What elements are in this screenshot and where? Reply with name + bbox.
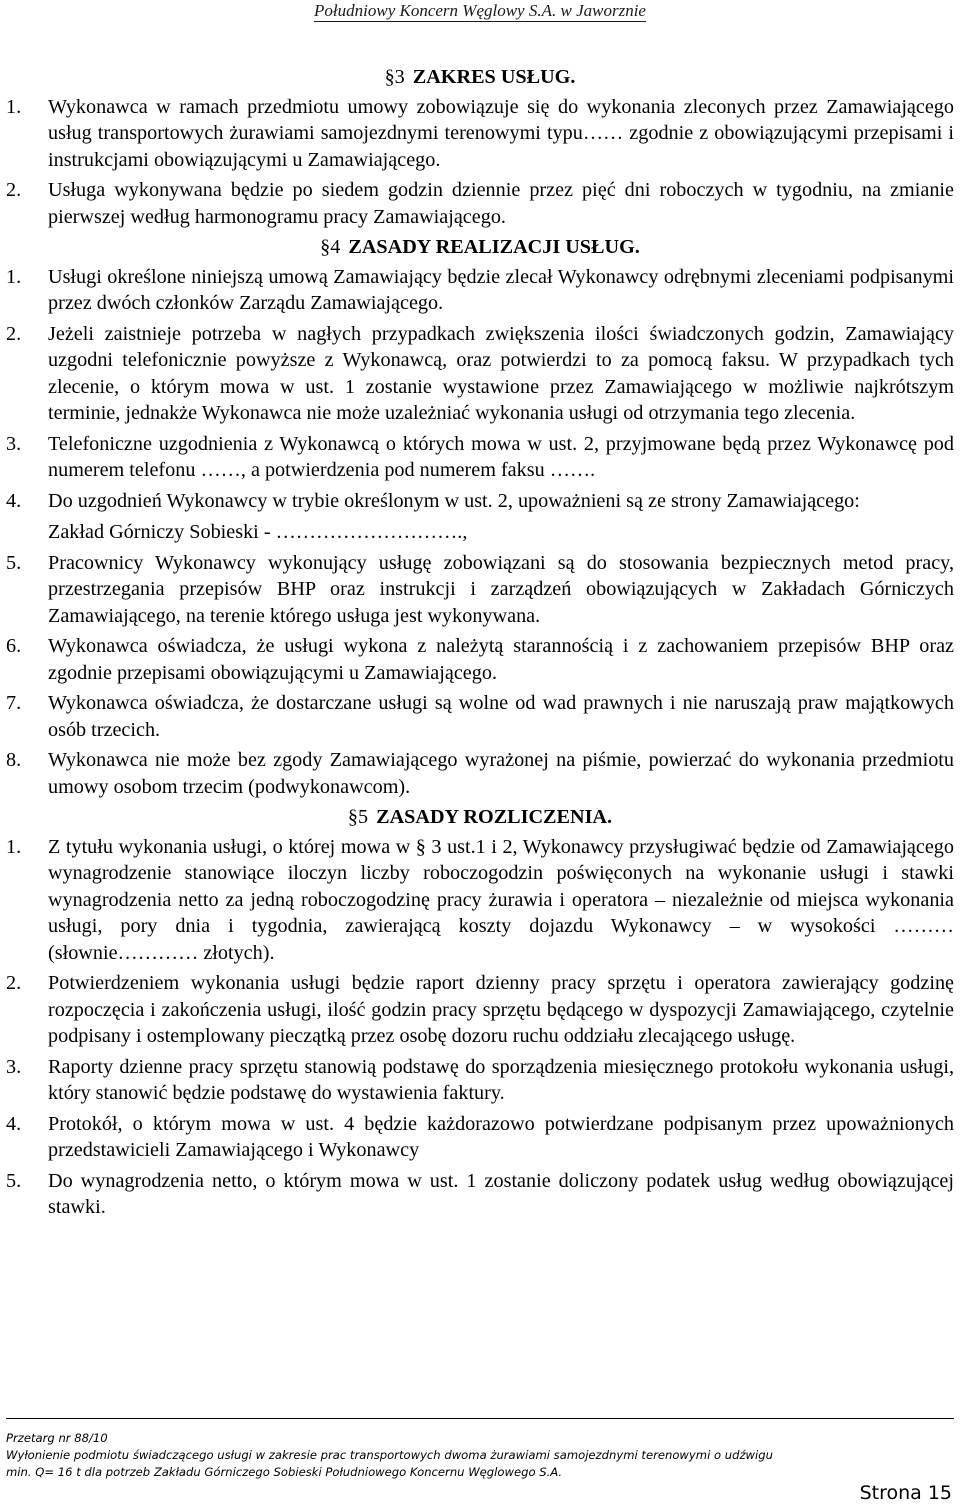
item-text: Do wynagrodzenia netto, o którym mowa w ust. 1 zostanie doliczony podatek usług według obowiązującej stawki. bbox=[48, 1169, 954, 1218]
item-number: 2. bbox=[6, 179, 22, 201]
section-3 bbox=[6, 64, 954, 230]
section-title bbox=[6, 234, 954, 261]
item-text: Usługi określone niniejszą umową Zamawiający będzie zlecał Wykonawcy odrębnymi zleceniami podpisanymi przez dwóch członków Zarządu Zamawiającego. bbox=[48, 265, 954, 314]
list-item bbox=[6, 488, 954, 515]
list-item bbox=[6, 550, 954, 630]
item-text: Wykonawca w ramach przedmiotu umowy zobowiązuje się do wykonania zleconych przez Zamawiającego usług transportowych żurawiami samojezdnymi terenowymi typu…… zgodnie z obowiązującymi przepisami i instrukcjami obowiązującymi u Zamawiającego. bbox=[48, 95, 954, 171]
section-number: §5 bbox=[347, 806, 369, 828]
section-heading: ZASADY ROZLICZENIA. bbox=[376, 806, 613, 828]
footer-description-cont: min. Q= 16 t dla potrzeb Zakładu Górniczego Sobieski Południowego Koncernu Węglowego S.A. bbox=[6, 1465, 563, 1479]
item-text: Telefoniczne uzgodnienia z Wykonawcą o których mowa w ust. 2, przyjmowane będą przez Wykonawcę pod numerem telefonu ……, a potwierdzenia pod numerem faksu ……. bbox=[48, 432, 954, 481]
footer-divider bbox=[6, 1418, 954, 1419]
page-header bbox=[0, 1, 960, 21]
section-4 bbox=[6, 234, 954, 800]
item-text: Protokół, o którym mowa w ust. 4 będzie każdorazowo potwierdzane podpisanym przez upoważnionych przedstawicieli Zamawiającego i Wykonawcy bbox=[48, 1112, 954, 1161]
section-heading: ZAKRES USŁUG. bbox=[412, 66, 576, 88]
list-item bbox=[6, 970, 954, 1050]
list-item bbox=[6, 1054, 954, 1107]
item-text: Jeżeli zaistnieje potrzeba w nagłych przypadkach zwiększenia ilości świadczonych godzin, Zamawiający uzgodni telefonicznie powyższe z Wykonawcą, oraz potwierdzi to za pomocą faksu. W przypadkach tych zlecenie, o którym mowa w ust. 1 zostanie wystawione przez Zamawiającego w możliwie najkrótszym terminie, jednakże Wykonawca nie może uzależniać wykonania usługi od otrzymania tego zlecenia. bbox=[48, 322, 954, 424]
item-text: Usługa wykonywana będzie po siedem godzin dziennie przez pięć dni roboczych w tygodniu, na zmianie pierwszej według harmonogramu pracy Zamawiającego. bbox=[48, 179, 954, 228]
item-text: Pracownicy Wykonawcy wykonujący usługę zobowiązani są do stosowania bezpiecznych metod pracy, przestrzegania przepisów BHP oraz instrukcji i zarządzeń obowiązujących w Zakładach Górniczych Zamawiającego, na terenie którego usługa jest wykonywana. bbox=[48, 551, 954, 627]
list-item bbox=[6, 633, 954, 686]
page-footer bbox=[6, 1430, 954, 1481]
item-number: 8. bbox=[6, 749, 22, 771]
document-body bbox=[6, 64, 954, 1225]
section-5 bbox=[6, 804, 954, 1221]
item-number: 7. bbox=[6, 692, 22, 714]
list-item bbox=[6, 1111, 954, 1164]
list-item bbox=[6, 431, 954, 484]
item-number: 6. bbox=[6, 635, 22, 657]
item-number: 1. bbox=[6, 835, 22, 858]
list-item bbox=[6, 747, 954, 800]
section-number: §3 bbox=[384, 66, 405, 88]
section-title bbox=[6, 64, 954, 91]
item-text: Raporty dzienne pracy sprzętu stanowią podstawę do sporządzenia miesięcznego protokołu wykonania usługi, który stanowić będzie podstawę do wystawienia faktury. bbox=[48, 1055, 954, 1104]
item-number: 2. bbox=[6, 972, 22, 994]
footer-tender-number: Przetarg nr 88/10 bbox=[6, 1431, 108, 1445]
item-number: 1. bbox=[6, 265, 22, 288]
item-number: 3. bbox=[6, 432, 22, 455]
list-item bbox=[6, 94, 954, 174]
section-title bbox=[6, 804, 954, 831]
item-subline: Zakład Górniczy Sobieski - ………………………., bbox=[48, 521, 468, 543]
page-number: Strona 15 bbox=[859, 1482, 952, 1504]
footer-description: Wyłonienie podmiotu świadczącego usługi w zakresie prac transportowych dwoma żurawiami samojezdnymi terenowymi o udźwigu bbox=[6, 1448, 773, 1462]
list-item bbox=[6, 690, 954, 743]
list-item bbox=[6, 177, 954, 230]
item-number: 5. bbox=[6, 551, 22, 574]
item-number: 4. bbox=[6, 489, 22, 512]
item-text: Potwierdzeniem wykonania usługi będzie raport dzienny pracy sprzętu i operatora zawierający godzinę rozpoczęcia i zakończenia usługi, ilość godzin pracy sprzętu będącego w dyspozycji Zamawiającego, czytelnie podpisany i ostemplowany pieczątką przez osobę dozoru ruchu oddziału zlecającego usługę. bbox=[48, 972, 954, 1047]
item-text: Wykonawca nie może bez zgody Zamawiającego wyrażonej na piśmie, powierzać do wykonania przedmiotu umowy osobom trzecim (podwykonawcom). bbox=[48, 749, 954, 798]
item-number: 2. bbox=[6, 322, 22, 345]
list-item bbox=[6, 834, 954, 967]
item-number: 3. bbox=[6, 1055, 22, 1078]
list-item bbox=[6, 1168, 954, 1221]
item-number: 4. bbox=[6, 1112, 22, 1135]
item-number: 5. bbox=[6, 1169, 22, 1192]
item-text: Wykonawca oświadcza, że usługi wykona z należytą starannością i z zachowaniem przepisów BHP oraz zgodnie przepisami obowiązującymi u Zamawiającego. bbox=[48, 635, 954, 684]
item-text: Z tytułu wykonania usługi, o której mowa w § 3 ust.1 i 2, Wykonawcy przysługiwać będzie od Zamawiającego wynagrodzenie stanowiące iloczyn liczby roboczogodzin poświęconych na wykonanie usługi i stawki wynagrodzenia netto za jedną roboczogodzinę pracy żurawia i operatora – niezależnie od miejsca wykonania usługi, pory dnia i tygodnia, zawierającą koszty dojazdu Wykonawcy – w wysokości ……… (słownie………… złotych). bbox=[48, 835, 954, 964]
list-item bbox=[6, 264, 954, 317]
section-number: §4 bbox=[320, 236, 341, 258]
section-heading: ZASADY REALIZACJI USŁUG. bbox=[348, 236, 640, 258]
list-item bbox=[6, 321, 954, 427]
item-text: Wykonawca oświadcza, że dostarczane usługi są wolne od wad prawnych i nie naruszają praw majątkowych osób trzecich. bbox=[48, 692, 954, 741]
item-number: 1. bbox=[6, 95, 22, 118]
header-company: Południowy Koncern Węglowy S.A. w Jaworznie bbox=[314, 1, 646, 20]
item-text: Do uzgodnień Wykonawcy w trybie określonym w ust. 2, upoważnieni są ze strony Zamawiającego: bbox=[48, 489, 860, 512]
